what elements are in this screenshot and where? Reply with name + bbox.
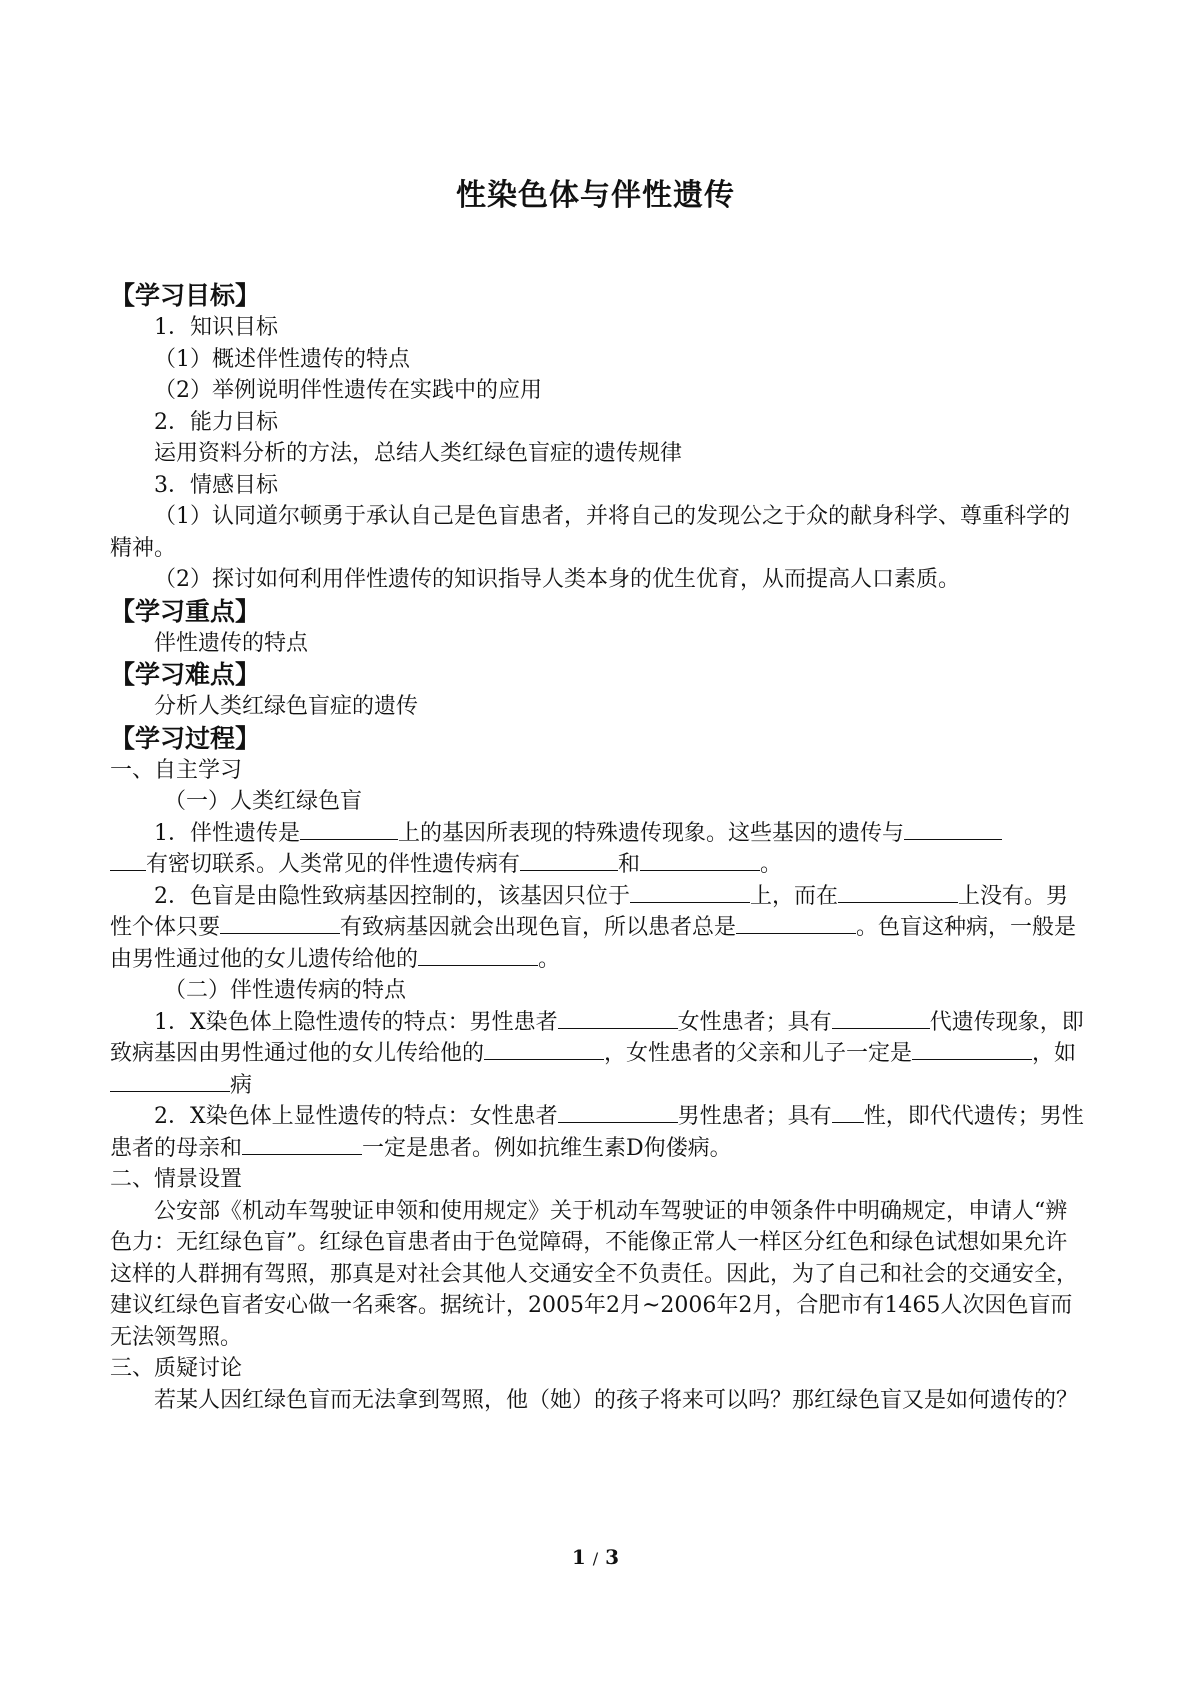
goal-knowledge: 1．知识目标 bbox=[154, 315, 278, 340]
answer-blank[interactable] bbox=[832, 1102, 864, 1123]
answer-blank[interactable] bbox=[242, 1134, 362, 1155]
goal-emotion-1: （1）认同道尔顿勇于承认自己是色盲患者，并将自己的发现公之于众的献身科学、尊重科学的精神。 bbox=[110, 504, 1071, 561]
question-4: 2．X染色体上显性遗传的特点：女性患者 男性患者；具有 性，即代代遗传；男性患者的母亲和 一定是患者。例如抗维生素D佝偻病。 bbox=[110, 1104, 1084, 1161]
answer-blank[interactable] bbox=[220, 913, 340, 934]
part3-heading: 三、质疑讨论 bbox=[110, 1356, 243, 1381]
part3-text: 若某人因红绿色盲而无法拿到驾照，他（她）的孩子将来可以吗？那红绿色盲又是如何遗传的？ bbox=[154, 1387, 1079, 1413]
part1-sub1-heading: （一）人类红绿色盲 bbox=[164, 789, 363, 814]
question-2: 2．色盲是由隐性致病基因控制的，该基因只位于 上，而在 上没有。男性个体只要 有致病基因就会出现色盲，所以患者总是 。色盲这种病，一般是由男性通过他的女儿遗传给他的 。 bbox=[110, 883, 1077, 972]
section-heading-key: 【学习重点】 bbox=[110, 596, 261, 626]
answer-blank[interactable] bbox=[484, 1039, 604, 1060]
answer-blank[interactable] bbox=[110, 850, 146, 871]
part2-heading: 二、情景设置 bbox=[110, 1167, 243, 1192]
part2-text: 公安部《机动车驾驶证申领和使用规定》关于机动车驾驶证的申领条件中明确规定，申请人“辨色力：无红绿色盲”。红绿色盲患者由于色觉障碍，不能像正常人一样区分红色和绿色试想如果允许这样的人群拥有驾照，那真是对社会其他人交通安全不负责任。因此，为了自己和社会的交通安全，建议红绿色盲者安心做一名乘客。据统计，2005年2月~2006年2月，合肥市有1465人次因色盲而无法领驾照。 bbox=[110, 1198, 1079, 1350]
goal-ability: 2．能力目标 bbox=[154, 409, 278, 435]
total-pages: 3 bbox=[605, 1545, 620, 1569]
answer-blank[interactable] bbox=[558, 1102, 678, 1123]
answer-blank[interactable] bbox=[912, 1039, 1032, 1060]
answer-blank[interactable] bbox=[904, 819, 1002, 840]
page-separator: / bbox=[592, 1549, 599, 1568]
section-heading-difficulty: 【学习难点】 bbox=[110, 660, 261, 689]
page-number bbox=[0, 1545, 1191, 1569]
section-heading-process: 【学习过程】 bbox=[110, 723, 261, 753]
part1-sub2-heading: （二）伴性遗传病的特点 bbox=[164, 978, 407, 1003]
question-3: 1．X染色体上隐性遗传的特点：男性患者 女性患者；具有 代遗传现象，即致病基因由男性通过他的女儿传给他的 ，女性患者的父亲和儿子一定是 ，如病 bbox=[110, 1009, 1084, 1098]
question-1: 1．伴性遗传是 上的基因所表现的特殊遗传现象。这些基因的遗传与 有密切联系。人类常见的伴性遗传病有 和 。 bbox=[110, 818, 1085, 881]
answer-blank[interactable] bbox=[832, 1008, 930, 1029]
answer-blank[interactable] bbox=[520, 850, 618, 871]
answer-blank[interactable] bbox=[736, 913, 856, 934]
key-text: 伴性遗传的特点 bbox=[154, 630, 309, 656]
goal-emotion: 3．情感目标 bbox=[154, 472, 278, 498]
answer-blank[interactable] bbox=[418, 945, 538, 966]
goal-knowledge-1: （1）概述伴性遗传的特点 bbox=[154, 346, 410, 372]
current-page: 1 bbox=[571, 1545, 586, 1569]
answer-blank[interactable] bbox=[300, 819, 398, 840]
document-body bbox=[110, 280, 1085, 1416]
answer-blank[interactable] bbox=[640, 850, 760, 871]
answer-blank[interactable] bbox=[838, 882, 958, 903]
difficulty-text: 分析人类红绿色盲症的遗传 bbox=[154, 694, 419, 719]
document-title: 性染色体与伴性遗传 bbox=[456, 178, 735, 213]
goal-ability-text: 运用资料分析的方法，总结人类红绿色盲症的遗传规律 bbox=[154, 441, 683, 466]
answer-blank[interactable] bbox=[110, 1071, 230, 1092]
goal-emotion-2: （2）探讨如何利用伴性遗传的知识指导人类本身的优生优育，从而提高人口素质。 bbox=[154, 567, 960, 592]
part1-heading: 一、自主学习 bbox=[110, 757, 243, 783]
answer-blank[interactable] bbox=[558, 1008, 678, 1029]
section-heading-goals: 【学习目标】 bbox=[110, 281, 261, 310]
goal-knowledge-2: （2）举例说明伴性遗传在实践中的应用 bbox=[154, 378, 542, 403]
answer-blank[interactable] bbox=[630, 882, 750, 903]
